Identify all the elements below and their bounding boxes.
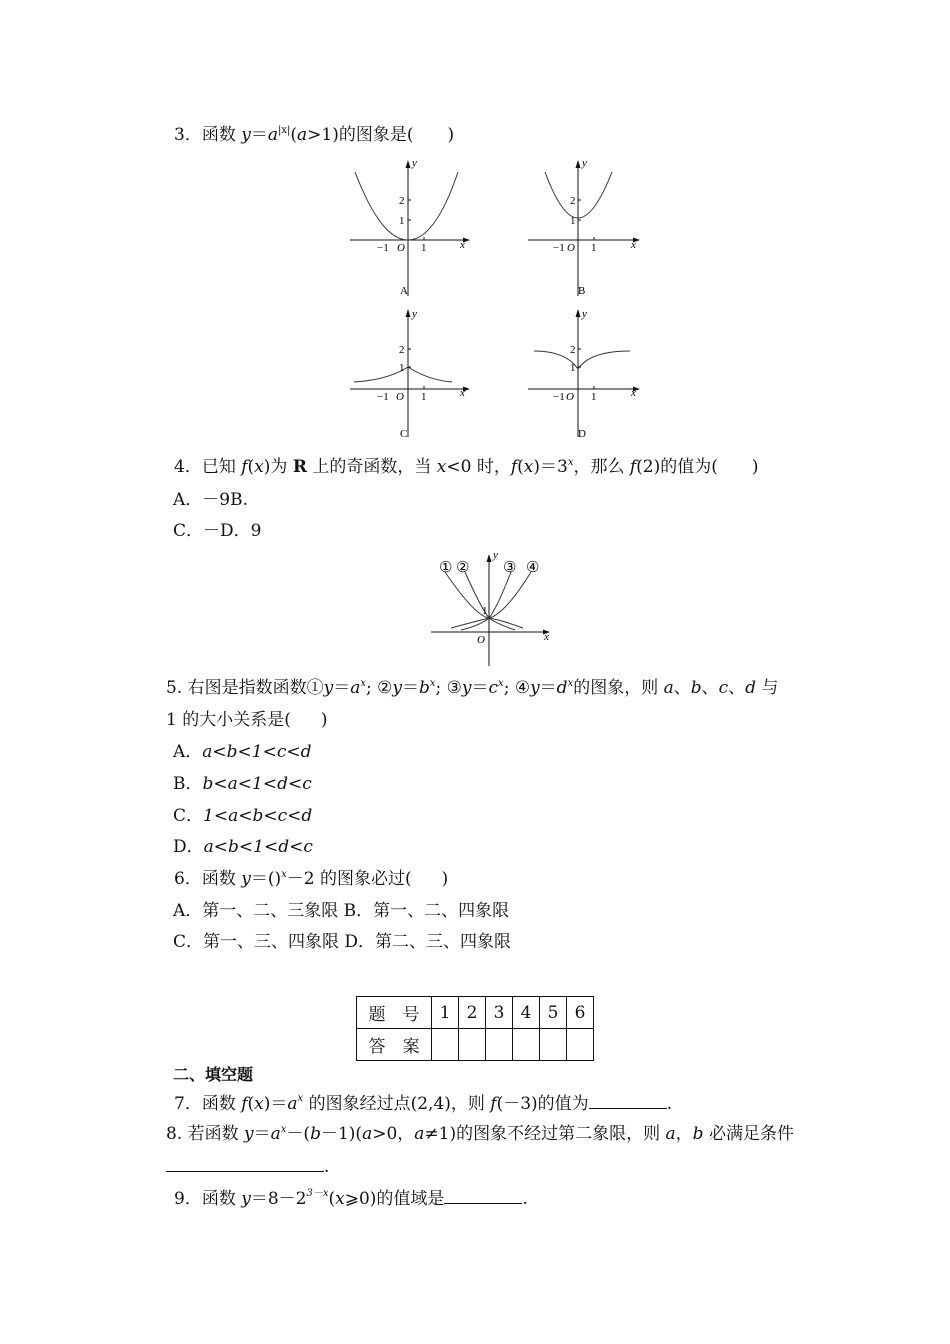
axis-y-label: y — [412, 157, 417, 169]
axis-x-label: x — [631, 387, 636, 399]
graph-label: A — [400, 285, 408, 297]
axis-x-label: x — [460, 239, 465, 251]
answer-table — [356, 996, 594, 1061]
question-3: 3．函数 $y=a^{|x|}(a>1)$的图象是( ) — [174, 125, 455, 145]
axis-y-label: y — [582, 308, 587, 320]
q6-options-line2: C．第一、三、四象限 D．第二、三、四象限 — [173, 932, 512, 952]
question-8: 8. 若函数 $y=a^x-(b-1)(a>0$，a≠1)的图象不经过第二象限，则 a，b 必满足条件 — [166, 1124, 794, 1144]
answer-cell[interactable] — [486, 1029, 513, 1061]
answer-cell[interactable] — [459, 1029, 486, 1061]
tick-label: 2 — [399, 195, 405, 207]
table-cell: 5 — [540, 997, 567, 1029]
curve-label-4: ④ — [526, 560, 540, 576]
axis-x-label: x — [544, 631, 549, 643]
table-cell: 4 — [513, 997, 540, 1029]
question-6: 6．函数 y＝()$^x$－2 的图象必过( ) — [174, 869, 449, 889]
graph-label: C — [400, 428, 408, 440]
table-cell: 1 — [432, 997, 459, 1029]
axis-y-label: y — [412, 308, 417, 320]
table-header-cell: 题 号 — [357, 997, 432, 1029]
tick-label: −1 — [553, 242, 565, 254]
q4-options-line2: C．－D．9 — [173, 521, 262, 541]
axis-x-label: x — [631, 239, 636, 251]
exponential-curves-graph — [425, 548, 560, 670]
origin-label: O — [477, 634, 485, 646]
tick-label: 2 — [399, 344, 405, 356]
curve-label-3: ③ — [503, 560, 517, 576]
answer-blank[interactable] — [166, 1155, 324, 1172]
question-9: 9．函数 $y=8-2^{3-x}(x⩾0)$的值域是 . — [174, 1188, 528, 1209]
tick-label: 1 — [570, 362, 576, 374]
axis-x-label: x — [460, 387, 465, 399]
graph-label: D — [578, 428, 586, 440]
table-row — [357, 997, 594, 1029]
axis-y-label: y — [582, 157, 587, 169]
tick-label: −1 — [377, 242, 389, 254]
q5-option-b: B．b<a<1<d<c — [173, 774, 312, 794]
origin-label: O — [567, 242, 575, 254]
tick-label: 1 — [421, 391, 427, 403]
answer-cell[interactable] — [432, 1029, 459, 1061]
table-cell: 3 — [486, 997, 513, 1029]
question-7: 7．函数 $f(x)=a^x$ 的图象经过点(2,4)，则 f(－3)的值为 . — [174, 1093, 673, 1114]
tick-label: −1 — [553, 391, 565, 403]
tick-label: 1 — [482, 605, 488, 617]
tick-label: 1 — [591, 242, 597, 254]
q5-option-d: D．a<b<1<d<c — [173, 837, 313, 857]
q5-option-c: C．1<a<b<c<d — [173, 806, 313, 826]
curve-label-2: ② — [456, 560, 470, 576]
tick-label: 1 — [591, 391, 597, 403]
section-title: 二、填空题 — [173, 1065, 254, 1084]
q6-options-line1: A．第一、二、三象限 B．第一、二、四象限 — [173, 901, 510, 921]
q4-options-line1: A．－9B. — [173, 490, 248, 510]
answer-blank[interactable] — [444, 1187, 522, 1204]
tick-label: 1 — [399, 362, 405, 374]
question-4: 4．已知 f(x)为 R 上的奇函数，当 x<0 时，$f(x)=3^x$，那么 f(2)的值为( ) — [174, 457, 759, 477]
answer-cell[interactable] — [567, 1029, 594, 1061]
tick-label: 1 — [421, 242, 427, 254]
table-header-cell: 答 案 — [357, 1029, 432, 1061]
question-5-line2: 1 的大小关系是( ) — [166, 710, 328, 730]
q5-option-a: A．a<b<1<c<d — [173, 742, 312, 762]
origin-label: O — [566, 391, 574, 403]
tick-label: 1 — [570, 215, 576, 227]
origin-label: O — [396, 391, 404, 403]
tick-label: 2 — [570, 195, 576, 207]
tick-label: −1 — [377, 391, 389, 403]
tick-label: 1 — [399, 215, 405, 227]
question-number: 3． — [174, 125, 202, 145]
table-cell: 2 — [459, 997, 486, 1029]
axis-y-label: y — [493, 549, 498, 561]
origin-label: O — [397, 242, 405, 254]
tick-label: 2 — [570, 344, 576, 356]
graph-a — [340, 156, 480, 301]
curve-label-1: ① — [439, 560, 453, 576]
table-cell: 6 — [567, 997, 594, 1029]
question-8-line2: . — [166, 1155, 329, 1178]
question-5: 5. 右图是指数函数$①y=a^x$; $②y=b^x$; $③y=c^x$; $④y=d^x$的图象，则 a、b、c、d 与 — [166, 678, 779, 698]
answer-cell[interactable] — [540, 1029, 567, 1061]
graph-label: B — [578, 285, 586, 297]
answer-cell[interactable] — [513, 1029, 540, 1061]
table-row — [357, 1029, 594, 1061]
graph-c — [340, 303, 480, 445]
graph-d — [518, 303, 658, 445]
graph-b — [518, 156, 658, 301]
answer-blank[interactable] — [589, 1092, 667, 1109]
